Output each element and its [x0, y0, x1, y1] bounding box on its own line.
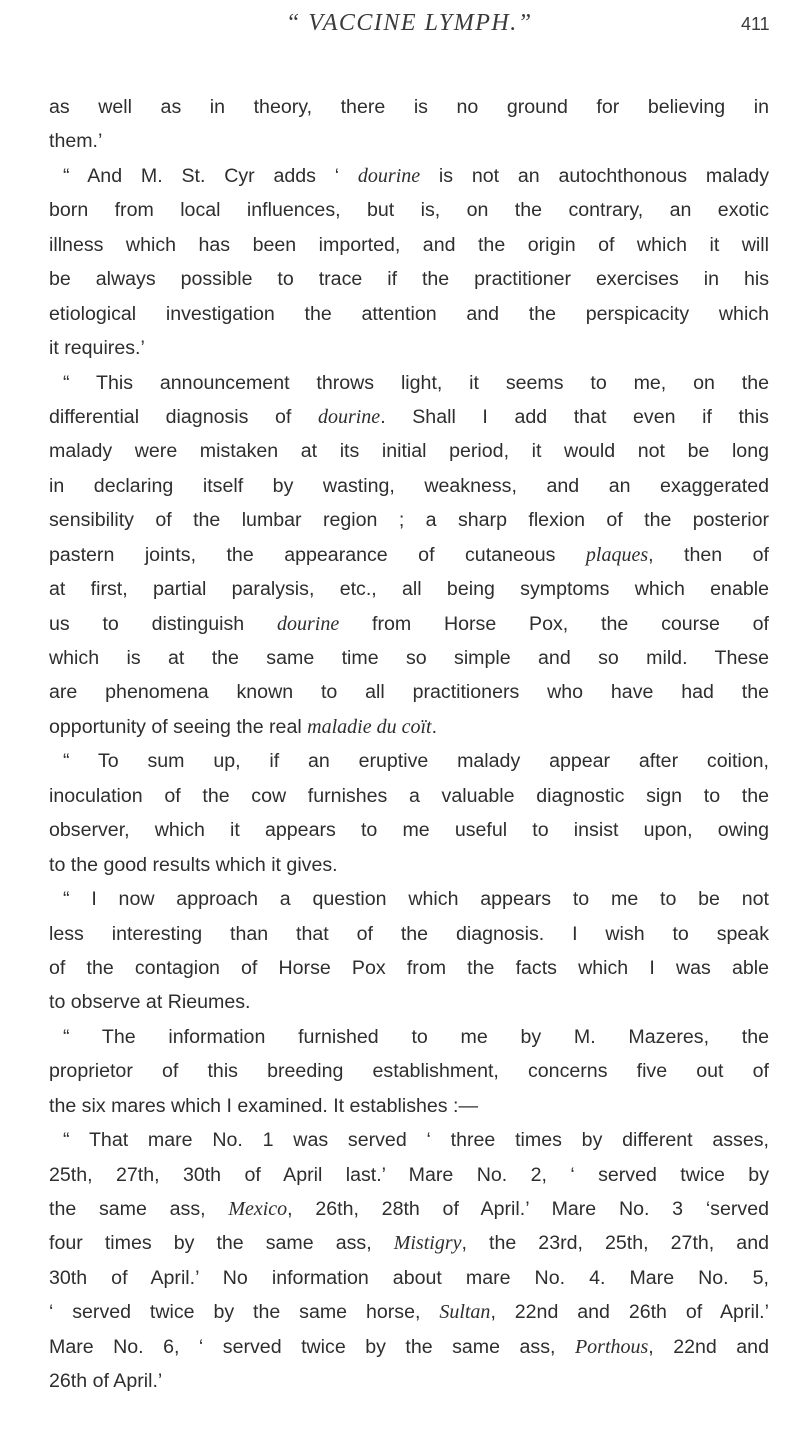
text-line — [49, 1364, 769, 1398]
text-run: “ That mare No. 1 was served ‘ three times by different asses, — [63, 1129, 769, 1152]
text-line — [49, 503, 769, 537]
text-line — [49, 917, 769, 951]
text-line — [49, 1261, 769, 1295]
italic-term: Mistigry — [393, 1232, 462, 1255]
text-line — [49, 90, 769, 124]
text-line — [49, 434, 769, 468]
text-run: them.’ — [49, 130, 103, 153]
text-run: , 22nd and — [648, 1335, 769, 1358]
text-line — [49, 228, 769, 262]
text-line — [49, 1089, 769, 1123]
italic-term: dourine — [277, 612, 340, 635]
text-line — [49, 538, 769, 572]
italic-term: plaques — [585, 543, 649, 566]
text-run: 26th of April.’ — [49, 1370, 163, 1393]
text-run: illness which has been imported, and the origin of which it will — [49, 233, 769, 256]
italic-term: Mexico — [228, 1198, 288, 1220]
text-run: “ To sum up, if an eruptive malady appear after coition, — [63, 750, 769, 773]
text-run: observer, which it appears to me useful to insist upon, owing — [49, 819, 769, 842]
italic-term: maladie du coït — [307, 715, 432, 738]
text-run: , the 23rd, 25th, 27th, and — [461, 1232, 769, 1255]
text-run: to the good results which it gives. — [49, 853, 338, 876]
text-run: , 26th, 28th of April.’ Mare No. 3 ‘served — [287, 1198, 769, 1220]
text-line — [49, 951, 769, 985]
text-line — [49, 1192, 769, 1226]
text-run: are phenomena known to all practitioners who have had the — [49, 681, 769, 704]
text-line — [49, 848, 769, 882]
text-run: 30th of April.’ No information about mare No. 4. Mare No. 5, — [49, 1266, 769, 1289]
text-run: “ This announcement throws light, it seems to me, on the — [63, 371, 769, 394]
text-run: born from local influences, but is, on the contrary, an exotic — [49, 199, 769, 222]
running-title: “ VACCINE LYMPH.” — [286, 10, 533, 36]
text-run: proprietor of this breeding establishment, concerns five out of — [49, 1060, 769, 1083]
running-head — [0, 8, 800, 42]
text-run: . — [431, 715, 438, 738]
text-run: to observe at Rieumes. — [49, 991, 251, 1014]
text-line — [49, 331, 769, 365]
text-run: four times by the same ass, — [49, 1232, 394, 1255]
text-run: sensibility of the lumbar region ; a sharp flexion of the posterior — [49, 509, 769, 532]
italic-term: Porthous — [574, 1335, 649, 1358]
text-line — [49, 124, 769, 158]
text-run: which is at the same time so simple and so mild. These — [49, 647, 769, 669]
text-run: malady were mistaken at its initial period, it would not be long — [49, 440, 769, 463]
text-line — [49, 641, 769, 675]
text-line — [49, 1158, 769, 1192]
body-text — [49, 90, 769, 1399]
page-number: 411 — [741, 14, 770, 34]
text-line — [49, 572, 769, 606]
text-line — [49, 1330, 769, 1364]
text-run: ‘ served twice by the same horse, — [49, 1301, 440, 1324]
text-run: the six mares which I examined. It establishes :— — [49, 1094, 479, 1117]
text-line — [49, 1020, 769, 1054]
text-run: less interesting than that of the diagnosis. I wish to speak — [49, 922, 769, 945]
text-run: “ And M. St. Cyr adds ‘ — [63, 164, 358, 187]
italic-term: dourine — [357, 164, 421, 187]
text-run: inoculation of the cow furnishes a valuable diagnostic sign to the — [49, 784, 769, 807]
text-run: us to distinguish — [49, 612, 277, 635]
text-run: opportunity of seeing the real — [49, 715, 308, 738]
text-run: pastern joints, the appearance of cutaneous — [49, 543, 586, 566]
text-run: differential diagnosis of — [49, 405, 318, 428]
text-run: of the contagion of Horse Pox from the facts which I was able — [49, 956, 769, 979]
text-line — [49, 813, 769, 847]
text-line — [49, 675, 769, 709]
text-line — [49, 1226, 769, 1260]
text-line — [49, 1295, 769, 1329]
text-line — [49, 882, 769, 916]
text-run: is not an autochthonous malady — [420, 164, 769, 187]
text-line — [49, 400, 769, 434]
text-line — [49, 744, 769, 778]
text-line — [49, 469, 769, 503]
text-run: , 22nd and 26th of April.’ — [490, 1301, 769, 1324]
text-run: as well as in theory, there is no ground for believing in — [49, 96, 769, 118]
text-run: it requires.’ — [49, 337, 145, 360]
text-line — [49, 1054, 769, 1088]
italic-term: dourine — [317, 405, 381, 428]
text-line — [49, 366, 769, 400]
text-line — [49, 779, 769, 813]
text-line — [49, 1123, 769, 1157]
text-run: at first, partial paralysis, etc., all being symptoms which enable — [49, 578, 769, 601]
text-run: etiological investigation the attention and the perspicacity which — [49, 302, 769, 325]
text-line — [49, 985, 769, 1019]
text-line — [49, 193, 769, 227]
text-run: , then of — [648, 543, 769, 566]
text-run: from Horse Pox, the course of — [339, 612, 770, 635]
text-run: “ The information furnished to me by M. Mazeres, the — [63, 1025, 769, 1048]
text-run: be always possible to trace if the practitioner exercises in his — [49, 268, 769, 291]
text-run: the same ass, — [49, 1198, 229, 1220]
text-run: in declaring itself by wasting, weakness, and an exaggerated — [49, 474, 769, 497]
text-line — [49, 607, 769, 641]
text-line — [49, 159, 769, 193]
text-line — [49, 262, 769, 296]
text-run: . Shall I add that even if this — [380, 405, 769, 428]
text-run: “ I now approach a question which appears to me to be not — [63, 888, 769, 911]
text-run: Mare No. 6, ‘ served twice by the same ass, — [49, 1335, 575, 1358]
italic-term: Sultan — [439, 1301, 491, 1324]
text-line — [49, 297, 769, 331]
text-run: 25th, 27th, 30th of April last.’ Mare No. 2, ‘ served twice by — [49, 1163, 769, 1186]
text-line — [49, 710, 769, 744]
